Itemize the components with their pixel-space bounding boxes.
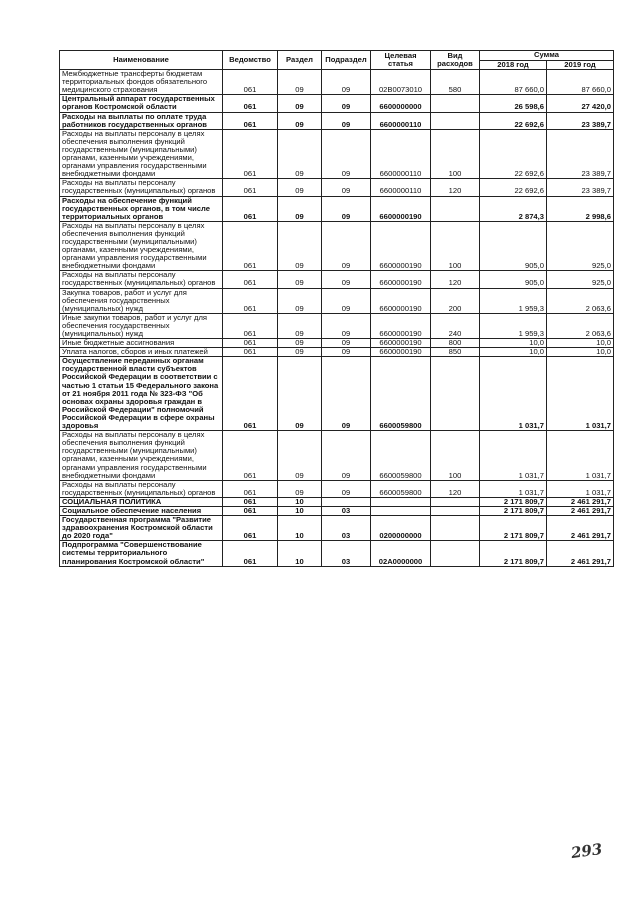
row-sum-2018: 22 692,6 — [480, 129, 547, 179]
row-subsection: 03 — [322, 516, 371, 541]
table-row — [60, 70, 614, 95]
row-expense-type — [431, 196, 480, 221]
row-expense-type: 120 — [431, 480, 480, 497]
row-department: 061 — [223, 516, 278, 541]
row-sum-2019: 27 420,0 — [547, 95, 614, 112]
table-body — [60, 70, 614, 567]
row-target-article: 02А0000000 — [371, 541, 431, 566]
row-sum-2018: 1 959,3 — [480, 288, 547, 313]
row-section: 10 — [278, 516, 322, 541]
row-sum-2019: 23 389,7 — [547, 112, 614, 129]
row-target-article: 6600000110 — [371, 179, 431, 196]
row-sum-2019: 23 389,7 — [547, 129, 614, 179]
row-name: Расходы на выплаты по оплате труда работников государственных органов — [60, 112, 223, 129]
table-row — [60, 497, 614, 506]
row-name: Осуществление переданных органам государственной власти субъектов Российской Федерации в соответствии с частью 1 статьи 15 Федерального закона от 21 ноября 2011 года № 323-ФЗ "Об основах охраны здоровья граждан в Российской Федерации" полномочий Российской Федерации в сфере охраны здоровья — [60, 357, 223, 431]
row-sum-2019: 87 660,0 — [547, 70, 614, 95]
header-section: Раздел — [278, 51, 322, 70]
table-row — [60, 196, 614, 221]
row-department: 061 — [223, 95, 278, 112]
row-department: 061 — [223, 288, 278, 313]
table-row — [60, 431, 614, 481]
row-sum-2019: 2 063,6 — [547, 288, 614, 313]
table-row — [60, 95, 614, 112]
row-expense-type — [431, 541, 480, 566]
row-target-article: 6600000190 — [371, 221, 431, 271]
row-expense-type: 100 — [431, 431, 480, 481]
row-section: 10 — [278, 541, 322, 566]
row-target-article: 0200000000 — [371, 516, 431, 541]
row-sum-2019: 10,0 — [547, 339, 614, 348]
row-target-article: 6600059800 — [371, 357, 431, 431]
row-department: 061 — [223, 480, 278, 497]
table-row — [60, 221, 614, 271]
row-section: 09 — [278, 431, 322, 481]
row-section: 09 — [278, 221, 322, 271]
row-subsection: 09 — [322, 70, 371, 95]
row-name: Расходы на выплаты персоналу государственных (муниципальных) органов — [60, 179, 223, 196]
row-expense-type — [431, 516, 480, 541]
row-department: 061 — [223, 179, 278, 196]
row-sum-2018: 2 874,3 — [480, 196, 547, 221]
row-name: Расходы на выплаты персоналу в целях обеспечения выполнения функций государственными (муниципальными) органами, казенными учреждениями, органами управления государственными внебюджетными фондами — [60, 431, 223, 481]
row-name: Подпрограмма "Совершенствование системы территориального планирования Костромской области" — [60, 541, 223, 566]
row-section: 09 — [278, 480, 322, 497]
row-section: 10 — [278, 497, 322, 506]
row-expense-type: 100 — [431, 129, 480, 179]
row-department: 061 — [223, 339, 278, 348]
row-sum-2018: 26 598,6 — [480, 95, 547, 112]
row-sum-2018: 1 031,7 — [480, 480, 547, 497]
row-sum-2018: 905,0 — [480, 271, 547, 288]
row-name: Иные бюджетные ассигнования — [60, 339, 223, 348]
row-subsection — [322, 497, 371, 506]
row-expense-type: 200 — [431, 288, 480, 313]
row-sum-2018: 1 959,3 — [480, 313, 547, 338]
row-sum-2018: 22 692,6 — [480, 112, 547, 129]
row-section: 09 — [278, 313, 322, 338]
row-expense-type — [431, 497, 480, 506]
row-name: Иные закупки товаров, работ и услуг для обеспечения государственных (муниципальных) нужд — [60, 313, 223, 338]
row-name: Уплата налогов, сборов и иных платежей — [60, 348, 223, 357]
row-subsection: 09 — [322, 129, 371, 179]
row-subsection: 09 — [322, 271, 371, 288]
page-number: 293 — [569, 839, 604, 863]
table-row — [60, 357, 614, 431]
row-department: 061 — [223, 196, 278, 221]
row-name: Государственная программа "Развитие здравоохранения Костромской области до 2020 года" — [60, 516, 223, 541]
row-sum-2019: 23 389,7 — [547, 179, 614, 196]
row-name: Расходы на выплаты персоналу государственных (муниципальных) органов — [60, 480, 223, 497]
row-department: 061 — [223, 431, 278, 481]
row-subsection: 09 — [322, 357, 371, 431]
table-row — [60, 348, 614, 357]
row-target-article — [371, 506, 431, 515]
table-row — [60, 516, 614, 541]
row-sum-2018: 905,0 — [480, 221, 547, 271]
row-subsection: 09 — [322, 112, 371, 129]
row-sum-2019: 2 461 291,7 — [547, 541, 614, 566]
row-subsection: 09 — [322, 179, 371, 196]
row-section: 09 — [278, 95, 322, 112]
row-sum-2019: 925,0 — [547, 271, 614, 288]
row-expense-type — [431, 357, 480, 431]
row-name: Расходы на выплаты персоналу в целях обеспечения выполнения функций государственными (муниципальными) органами, казенными учреждениями, органами управления государственными внебюджетными фондами — [60, 221, 223, 271]
table-row — [60, 112, 614, 129]
row-department: 061 — [223, 129, 278, 179]
table-row — [60, 179, 614, 196]
row-section: 09 — [278, 288, 322, 313]
table-row — [60, 313, 614, 338]
row-target-article — [371, 497, 431, 506]
row-department: 061 — [223, 506, 278, 515]
row-section: 09 — [278, 196, 322, 221]
row-section: 09 — [278, 339, 322, 348]
row-expense-type: 800 — [431, 339, 480, 348]
header-year-2019: 2019 год — [547, 61, 614, 70]
row-expense-type: 120 — [431, 271, 480, 288]
row-section: 09 — [278, 179, 322, 196]
row-sum-2019: 1 031,7 — [547, 480, 614, 497]
row-expense-type — [431, 506, 480, 515]
row-subsection: 03 — [322, 541, 371, 566]
row-section: 09 — [278, 348, 322, 357]
row-target-article: 6600059800 — [371, 480, 431, 497]
table-row — [60, 339, 614, 348]
row-sum-2018: 2 171 809,7 — [480, 516, 547, 541]
row-subsection: 03 — [322, 506, 371, 515]
row-sum-2019: 2 461 291,7 — [547, 516, 614, 541]
row-expense-type: 580 — [431, 70, 480, 95]
row-sum-2018: 22 692,6 — [480, 179, 547, 196]
header-target-article: Целевая статья — [371, 51, 431, 70]
table-row — [60, 288, 614, 313]
row-subsection: 09 — [322, 339, 371, 348]
row-name: Межбюджетные трансферты бюджетам территориальных фондов обязательного медицинского страхования — [60, 70, 223, 95]
row-department: 061 — [223, 221, 278, 271]
row-sum-2018: 10,0 — [480, 339, 547, 348]
row-section: 09 — [278, 112, 322, 129]
row-sum-2019: 2 461 291,7 — [547, 506, 614, 515]
row-section: 09 — [278, 70, 322, 95]
row-sum-2019: 1 031,7 — [547, 431, 614, 481]
row-section: 09 — [278, 271, 322, 288]
row-name: Расходы на выплаты персоналу в целях обеспечения выполнения функций государственными (муниципальными) органами, казенными учреждениями, органами управления государственными внебюджетными фондами — [60, 129, 223, 179]
table-row — [60, 271, 614, 288]
row-subsection: 09 — [322, 480, 371, 497]
row-subsection: 09 — [322, 431, 371, 481]
row-sum-2018: 1 031,7 — [480, 431, 547, 481]
row-target-article: 6600000000 — [371, 95, 431, 112]
row-sum-2019: 2 998,6 — [547, 196, 614, 221]
row-subsection: 09 — [322, 348, 371, 357]
header-year-2018: 2018 год — [480, 61, 547, 70]
budget-table — [59, 50, 614, 567]
row-subsection: 09 — [322, 313, 371, 338]
row-department: 061 — [223, 271, 278, 288]
table-row — [60, 506, 614, 515]
row-name: Расходы на выплаты персоналу государственных (муниципальных) органов — [60, 271, 223, 288]
row-department: 061 — [223, 112, 278, 129]
row-expense-type: 850 — [431, 348, 480, 357]
row-target-article: 6600000190 — [371, 271, 431, 288]
row-name: СОЦИАЛЬНАЯ ПОЛИТИКА — [60, 497, 223, 506]
row-name: Закупка товаров, работ и услуг для обеспечения государственных (муниципальных) нужд — [60, 288, 223, 313]
row-sum-2018: 2 171 809,7 — [480, 541, 547, 566]
row-subsection: 09 — [322, 288, 371, 313]
row-sum-2019: 925,0 — [547, 221, 614, 271]
row-sum-2019: 2 063,6 — [547, 313, 614, 338]
row-target-article: 6600000190 — [371, 288, 431, 313]
row-sum-2019: 1 031,7 — [547, 357, 614, 431]
row-sum-2018: 2 171 809,7 — [480, 506, 547, 515]
row-department: 061 — [223, 70, 278, 95]
row-section: 10 — [278, 506, 322, 515]
row-section: 09 — [278, 129, 322, 179]
row-subsection: 09 — [322, 196, 371, 221]
row-sum-2018: 2 171 809,7 — [480, 497, 547, 506]
row-name: Центральный аппарат государственных органов Костромской области — [60, 95, 223, 112]
row-section: 09 — [278, 357, 322, 431]
row-department: 061 — [223, 313, 278, 338]
row-department: 061 — [223, 348, 278, 357]
row-sum-2018: 10,0 — [480, 348, 547, 357]
row-expense-type: 240 — [431, 313, 480, 338]
row-sum-2019: 2 461 291,7 — [547, 497, 614, 506]
row-department: 061 — [223, 497, 278, 506]
row-expense-type — [431, 95, 480, 112]
row-department: 061 — [223, 541, 278, 566]
header-subsection: Подраздел — [322, 51, 371, 70]
table-row — [60, 541, 614, 566]
row-sum-2018: 1 031,7 — [480, 357, 547, 431]
row-expense-type: 100 — [431, 221, 480, 271]
row-target-article: 6600000190 — [371, 313, 431, 338]
row-department: 061 — [223, 357, 278, 431]
row-expense-type: 120 — [431, 179, 480, 196]
row-name: Расходы на обеспечение функций государственных органов, в том числе территориальных органов — [60, 196, 223, 221]
row-target-article: 02В0073010 — [371, 70, 431, 95]
row-subsection: 09 — [322, 221, 371, 271]
row-subsection: 09 — [322, 95, 371, 112]
row-target-article: 6600000110 — [371, 129, 431, 179]
header-department: Ведомство — [223, 51, 278, 70]
header-name: Наименование — [60, 51, 223, 70]
row-target-article: 6600000190 — [371, 339, 431, 348]
row-target-article: 6600000190 — [371, 348, 431, 357]
row-expense-type — [431, 112, 480, 129]
row-sum-2018: 87 660,0 — [480, 70, 547, 95]
header-sum: Сумма — [480, 51, 614, 61]
row-sum-2019: 10,0 — [547, 348, 614, 357]
row-target-article: 6600059800 — [371, 431, 431, 481]
table-row — [60, 480, 614, 497]
table-row — [60, 129, 614, 179]
row-target-article: 6600000190 — [371, 196, 431, 221]
header-expense-type: Вид расходов — [431, 51, 480, 70]
row-name: Социальное обеспечение населения — [60, 506, 223, 515]
row-target-article: 6600000110 — [371, 112, 431, 129]
